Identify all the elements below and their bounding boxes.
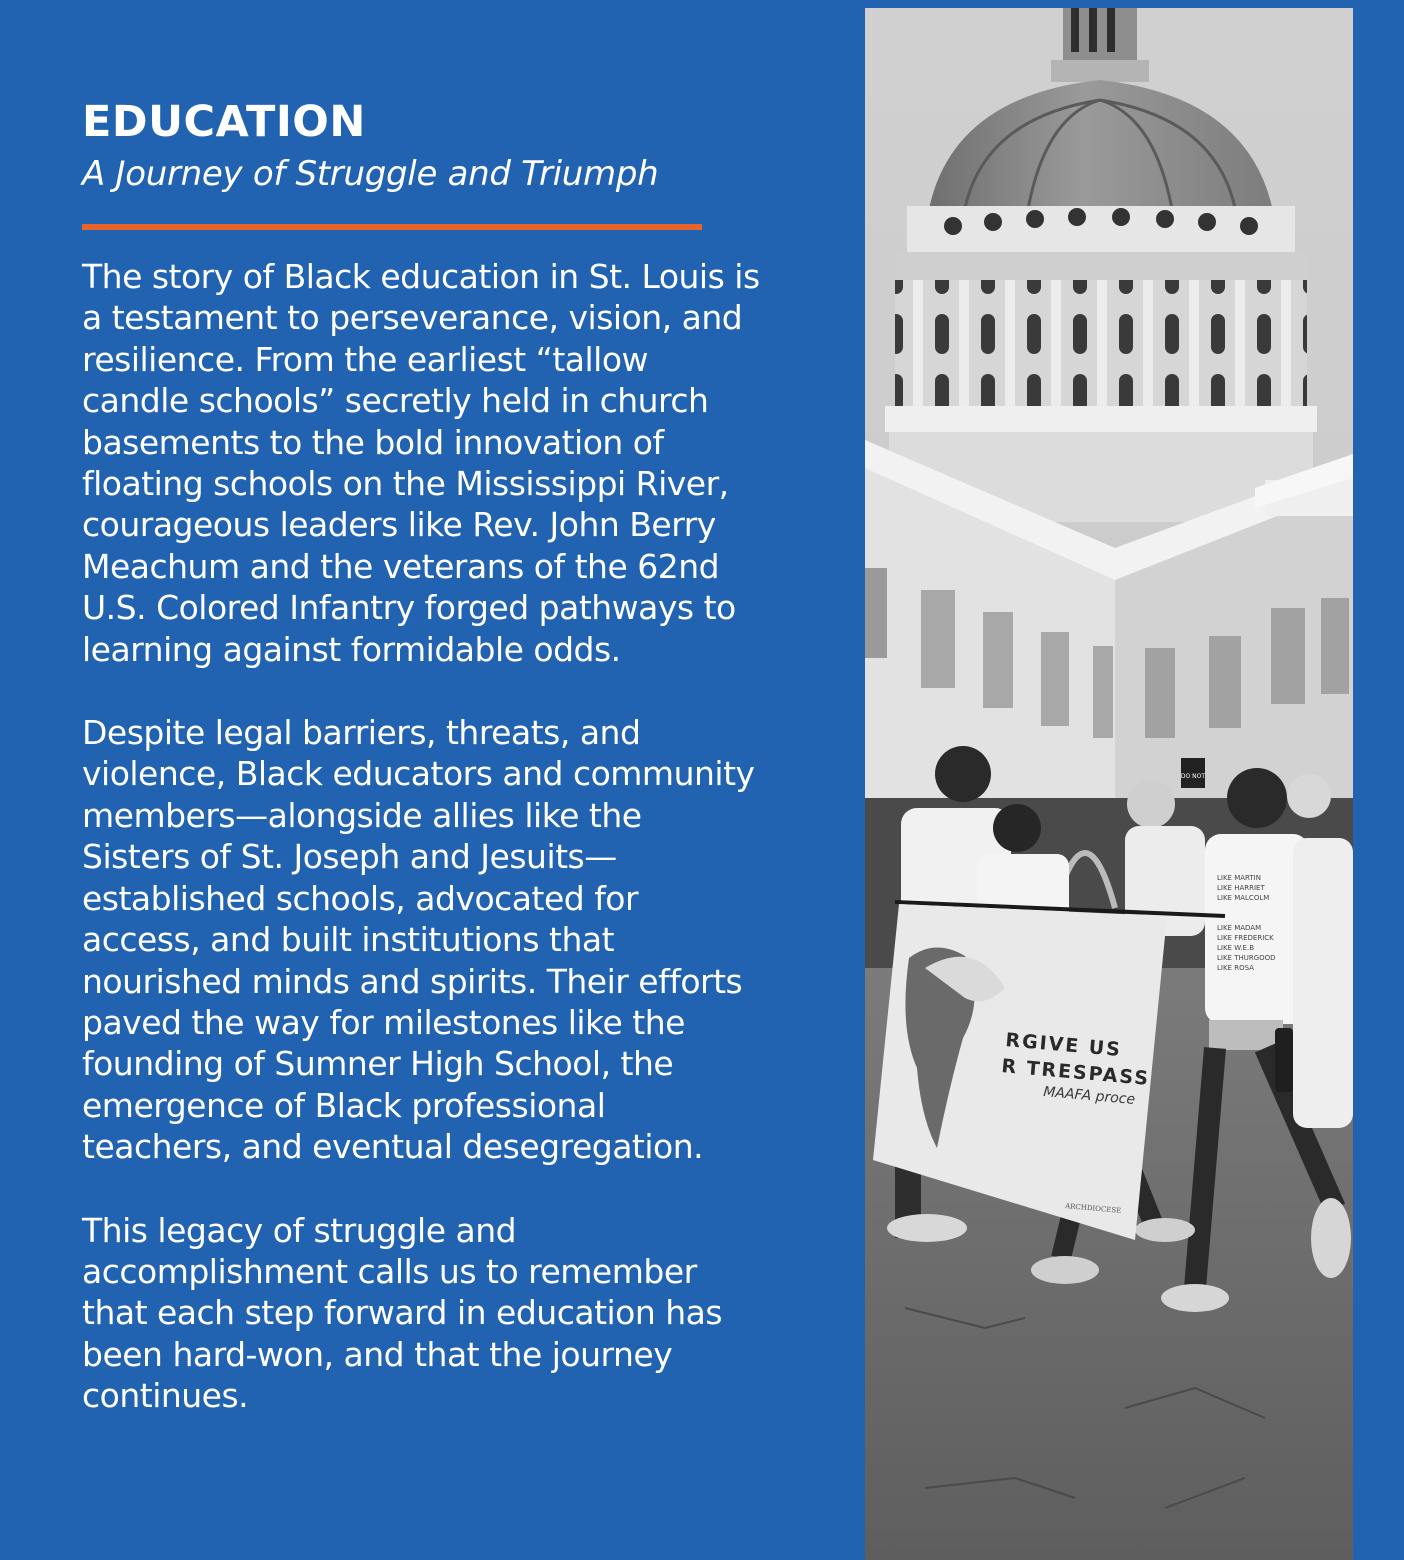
do-not-enter-sign bbox=[1181, 758, 1205, 788]
paragraph-line: members—alongside allies like the bbox=[82, 795, 642, 835]
paragraph-line: a testament to perseverance, vision, and bbox=[82, 298, 743, 338]
paragraph-line: Sisters of St. Joseph and Jesuits— bbox=[82, 837, 617, 877]
march-photo-illustration bbox=[865, 8, 1353, 1560]
paragraph-line: accomplishment calls us to remember bbox=[82, 1251, 697, 1291]
svg-text:LIKE W.E.B: LIKE W.E.B bbox=[1217, 944, 1254, 952]
svg-text:MAAFA proce: MAAFA proce bbox=[1042, 1084, 1136, 1109]
paragraph-line: access, and built institutions that bbox=[82, 920, 615, 960]
dome-lantern bbox=[1051, 8, 1149, 82]
svg-text:ARCHDIOCESE: ARCHDIOCESE bbox=[1064, 1202, 1122, 1215]
paragraph-3 bbox=[82, 1210, 852, 1417]
paragraph-line: U.S. Colored Infantry forged pathways to bbox=[82, 588, 736, 628]
svg-text:LIKE HARRIET: LIKE HARRIET bbox=[1217, 884, 1265, 892]
orange-divider bbox=[82, 224, 702, 230]
paragraph-line: emergence of Black professional bbox=[82, 1085, 606, 1125]
paragraph-line: violence, Black educators and community bbox=[82, 754, 755, 794]
section-subtitle: A Journey of Struggle and Triumph bbox=[82, 154, 659, 194]
svg-text:LIKE THURGOOD: LIKE THURGOOD bbox=[1217, 954, 1276, 962]
paragraph-line: nourished minds and spirits. Their efforts bbox=[82, 961, 743, 1001]
paragraph-line: been hard-won, and that the journey bbox=[82, 1334, 673, 1374]
paragraph-line: resilience. From the earliest “tallow bbox=[82, 339, 649, 379]
svg-text:LIKE MALCOLM: LIKE MALCOLM bbox=[1217, 894, 1270, 902]
paragraph-line: teachers, and eventual desegregation. bbox=[82, 1127, 704, 1167]
svg-text:LIKE FREDERICK: LIKE FREDERICK bbox=[1217, 934, 1274, 942]
paragraph-line: that each step forward in education has bbox=[82, 1293, 723, 1333]
paragraph-2 bbox=[82, 712, 852, 1167]
svg-text:RGIVE US: RGIVE US bbox=[1004, 1029, 1123, 1062]
paragraph-line: established schools, advocated for bbox=[82, 878, 639, 918]
svg-text:LIKE ROSA: LIKE ROSA bbox=[1217, 964, 1254, 972]
svg-text:R TRESPASS: R TRESPASS bbox=[1000, 1055, 1151, 1090]
paragraph-line: This legacy of struggle and bbox=[82, 1210, 517, 1250]
section-title: EDUCATION bbox=[82, 97, 366, 147]
march-photo bbox=[865, 8, 1353, 1560]
svg-text:LIKE MARTIN: LIKE MARTIN bbox=[1217, 874, 1261, 882]
text-column bbox=[82, 96, 852, 1459]
paragraph-line: continues. bbox=[82, 1376, 249, 1416]
paragraph-line: courageous leaders like Rev. John Berry bbox=[82, 505, 716, 545]
paragraph-line: floating schools on the Mississippi River, bbox=[82, 464, 729, 504]
paragraph-line: Despite legal barriers, threats, and bbox=[82, 713, 641, 753]
paragraph-line: paved the way for milestones like the bbox=[82, 1002, 685, 1042]
paragraph-line: candle schools” secretly held in church bbox=[82, 381, 709, 421]
svg-text:DO NOT: DO NOT bbox=[1180, 773, 1206, 780]
paragraph-1 bbox=[82, 256, 852, 670]
paragraph-line: learning against formidable odds. bbox=[82, 629, 621, 669]
paragraph-line: The story of Black education in St. Louis is bbox=[82, 257, 760, 296]
paragraph-line: basements to the bold innovation of bbox=[82, 422, 664, 462]
paragraph-line: founding of Sumner High School, the bbox=[82, 1044, 674, 1084]
paragraph-line: Meachum and the veterans of the 62nd bbox=[82, 546, 720, 586]
svg-text:LIKE MADAM: LIKE MADAM bbox=[1217, 924, 1262, 932]
